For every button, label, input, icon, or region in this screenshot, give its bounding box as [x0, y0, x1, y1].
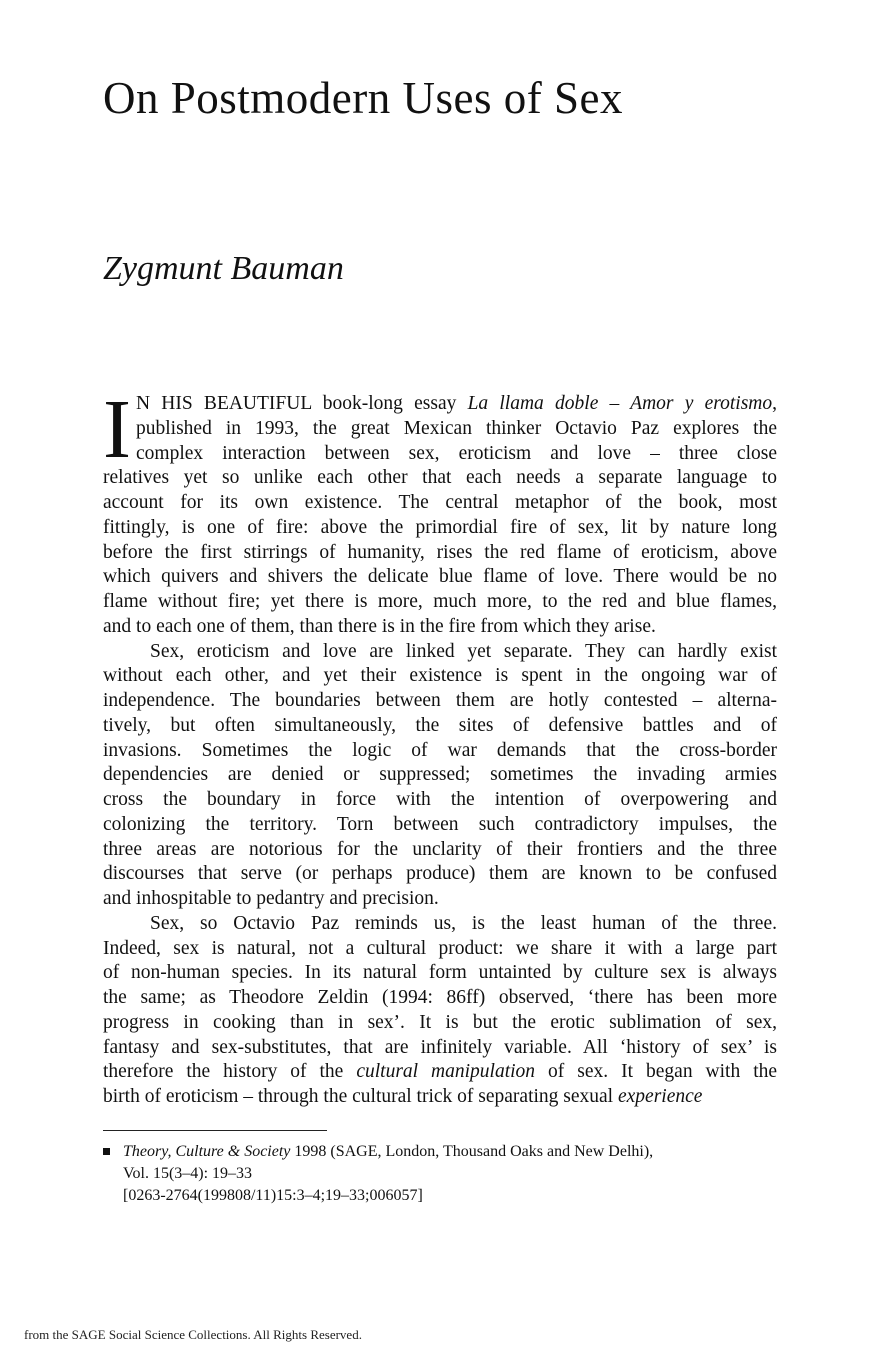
text-line: colonizing the territory. Torn between such contradictory impulses, the [103, 813, 777, 835]
text-line: account for its own existence. The central metaphor of the book, most [103, 492, 777, 513]
text-line: dependencies are denied or suppressed; sometimes the invading armies [103, 764, 777, 786]
text-line: and inhospitable to pedantry and precision. [103, 888, 439, 909]
text-run: therefore the history of the [103, 1061, 357, 1083]
copyright-footer: from the SAGE Social Science Collections. All Rights Reserved. [24, 1327, 362, 1342]
author-name: Zygmunt Bauman [103, 250, 344, 287]
footnote-line-1 [103, 1141, 653, 1163]
paragraph-2 [103, 640, 777, 912]
text-line: without each other, and yet their existence is spent in the ongoing war of [103, 665, 777, 687]
text-line: Indeed, sex is natural, not a cultural product: we share it with a large part [103, 937, 777, 959]
text-line: discourses that serve (or perhaps produce) them are known to be confused [103, 863, 777, 885]
text-line: cross the boundary in force with the intention of overpowering and [103, 789, 777, 810]
text-line [103, 1060, 777, 1085]
footnote-line-2: Vol. 15(3–4): 19–33 [123, 1165, 253, 1182]
text-line [103, 392, 777, 417]
text-line: three areas are notorious for the unclarity of their frontiers and the three [103, 838, 777, 860]
text-line: of non-human species. In its natural form untainted by culture sex is always [103, 962, 777, 984]
citation-details: 1998 (SAGE, London, Thousand Oaks and New Delhi), [290, 1143, 654, 1160]
italic-text: experience [617, 1086, 703, 1107]
paragraph-1 [103, 383, 777, 640]
footnote-rule [103, 1130, 327, 1131]
text-line: which quivers and shivers the delicate blue flame of love. There would be no [103, 566, 777, 588]
italic-text: La llama doble – Amor y erotismo [467, 393, 773, 414]
text-line: flame without fire; yet there is more, much more, to the red and blue flames, [103, 591, 777, 612]
text-line: independence. The boundaries between them are hotly contested – alterna- [103, 690, 777, 711]
text-line: relatives yet so unlike each other that each needs a separate language to [103, 467, 777, 489]
drop-cap: I [103, 383, 131, 476]
text-line: fittingly, is one of fire: above the primordial fire of sex, lit by nature long [103, 516, 777, 538]
text-line: fantasy and sex-substitutes, that are infinitely variable. All ‘history of sex’ is [103, 1036, 777, 1058]
text-line: Sex, eroticism and love are linked yet separate. They can hardly exist [150, 640, 777, 662]
text-line [103, 1085, 777, 1110]
text-line: tively, but often simultaneously, the sites of defensive battles and of [103, 714, 777, 736]
article-body [103, 383, 778, 1110]
footnote [103, 1141, 653, 1207]
italic-text: cultural manipulation [356, 1061, 536, 1083]
text-run: N HIS BEAUTIFUL book-long essay [136, 393, 468, 414]
text-line: Sex, so Octavio Paz reminds us, is the least human of the three. [150, 912, 777, 934]
paragraph-3 [103, 912, 777, 1110]
square-bullet-icon [103, 1148, 110, 1155]
journal-name: Theory, Culture & Society [123, 1143, 291, 1160]
text-run: , [772, 393, 777, 414]
text-run: of sex. It began with the [535, 1061, 778, 1083]
article-title: On Postmodern Uses of Sex [103, 73, 623, 123]
text-line: invasions. Sometimes the logic of war demands that the cross-border [103, 739, 777, 761]
text-run: birth of eroticism – through the cultural trick of separating sexual [103, 1086, 618, 1107]
text-line: progress in cooking than in sex’. It is but the erotic sublimation of sex, [103, 1011, 777, 1033]
text-line: the same; as Theodore Zeldin (1994: 86ff) observed, ‘there has been more [103, 987, 777, 1008]
text-line: before the first stirrings of humanity, rises the red flame of eroticism, above [103, 541, 777, 563]
footnote-line-3: [0263-2764(199808/11)15:3–4;19–33;006057] [123, 1187, 423, 1204]
text-line: published in 1993, the great Mexican thinker Octavio Paz explores the [136, 417, 777, 439]
text-line: and to each one of them, than there is in the fire from which they arise. [103, 615, 656, 637]
text-line: complex interaction between sex, eroticism and love – three close [136, 442, 777, 464]
